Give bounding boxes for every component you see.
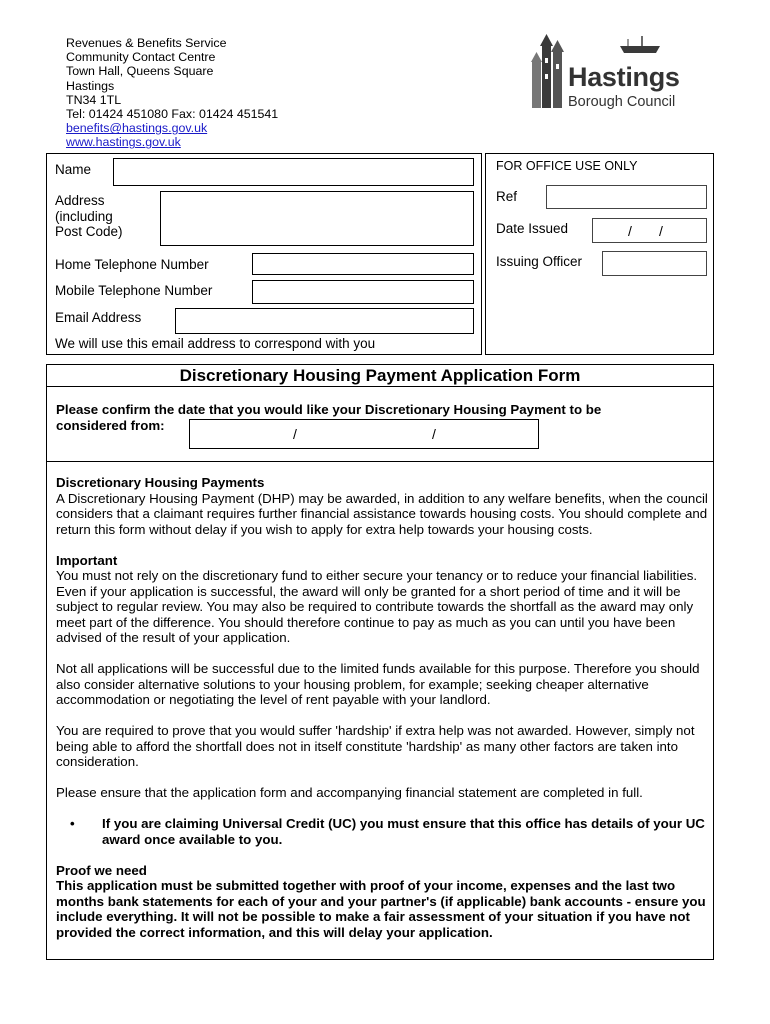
address-label-line: Post Code) — [55, 224, 123, 239]
home-phone-field[interactable] — [252, 253, 474, 275]
email-label: Email Address — [55, 310, 142, 325]
address-line: Hastings — [66, 78, 115, 93]
important-text: You must not rely on the discretionary fund to either secure your tenancy or to reduce your financial liabilities. Even if your application is successful, the award will only be granted for a short period of time and it will be subject to regular review. You may also be required to contribute towards the shortfall as the award may only meet part of the difference. You should therefore continue to pay as much as you can until you have been advised of the result of your application. — [56, 568, 698, 645]
address-label-line: (including — [55, 208, 113, 224]
office-use-heading: FOR OFFICE USE ONLY — [496, 159, 638, 173]
dhp-text: A Discretionary Housing Payment (DHP) may be awarded, in addition to any welfare benefits, when the council considers that a claimant requires further financial assistance towards housing costs. You should complete and return this form without delay if you wish to apply for extra help towards your housing costs. — [56, 490, 708, 537]
universal-credit-bullet — [56, 816, 711, 847]
email-field[interactable] — [175, 308, 474, 334]
applicant-contact-section — [46, 153, 482, 355]
consideration-date-field[interactable] — [189, 419, 539, 449]
date-separator: / — [432, 426, 436, 442]
application-form-section — [46, 364, 714, 960]
dhp-heading: Discretionary Housing Payments — [56, 475, 265, 490]
issuing-officer-field[interactable] — [602, 251, 707, 276]
issuing-officer-label: Issuing Officer — [496, 254, 583, 269]
address-line: Town Hall, Queens Square — [66, 64, 214, 79]
important-heading: Important — [56, 552, 118, 568]
date-separator: / — [293, 426, 297, 442]
hardship-paragraph: You are required to prove that you would suffer 'hardship' if extra help was not awarded. However, simply not being able to afford the shortfall does not in itself constitute 'hardship' as many other factors are taken into consideration. — [56, 723, 695, 769]
consideration-date-section — [47, 387, 713, 462]
office-use-section — [485, 153, 714, 355]
ensure-paragraph: Please ensure that the application form and accompanying financial statement are completed in full. — [56, 785, 643, 800]
name-field[interactable] — [113, 158, 474, 186]
hastings-borough-council-logo — [528, 34, 700, 116]
email-link[interactable]: benefits@hastings.gov.uk — [66, 121, 208, 136]
address-line: Community Contact Centre — [66, 50, 216, 65]
proof-heading: Proof we need — [56, 862, 147, 878]
website-link[interactable]: www.hastings.gov.uk — [66, 135, 181, 150]
logo-wordmark: Hastings — [568, 62, 680, 92]
universal-credit-text: If you are claiming Universal Credit (UC) you must ensure that this office has details of your UC award once available to you. — [102, 816, 705, 847]
date-issued-field[interactable] — [592, 218, 707, 243]
address-label-line: Address — [55, 193, 105, 208]
home-phone-label: Home Telephone Number — [55, 257, 209, 272]
date-separator: / — [659, 223, 663, 239]
mobile-phone-label: Mobile Telephone Number — [55, 283, 213, 298]
guidance-notes — [56, 475, 711, 956]
date-separator: / — [628, 223, 632, 239]
ref-field[interactable] — [546, 185, 707, 209]
logo-subtitle: Borough Council — [568, 94, 676, 110]
proof-text: This application must be submitted together with proof of your income, expenses and the last two months bank statements for each of your and your partner's (if applicable) bank accounts - ensure you include everything. It will not be possible to make a fair assessment of your situation if you have not provided the correct information, and this will delay your application. — [56, 878, 706, 940]
address-field[interactable] — [160, 191, 474, 246]
dhp-paragraph — [56, 475, 711, 537]
date-issued-label: Date Issued — [496, 221, 569, 236]
important-paragraph — [56, 553, 711, 646]
address-line: TN34 1TL — [66, 92, 122, 107]
phone-fax-line: Tel: 01424 451080 Fax: 01424 451541 — [66, 107, 279, 122]
bullet-icon: • — [70, 816, 75, 831]
proof-paragraph — [56, 863, 711, 941]
funds-paragraph: Not all applications will be successful due to the limited funds available for this purpose. Therefore you should also consider alternative solutions to your housing problem, for example; seeking cheaper alternative accommodation or negotiating the level of rent payable with your landlord. — [56, 661, 700, 707]
consideration-date-question: Please confirm the date that you would like your Discretionary Housing Payment to be considered from: — [56, 402, 602, 433]
name-label: Name — [55, 162, 92, 177]
council-address — [66, 36, 278, 150]
ref-label: Ref — [496, 189, 518, 204]
form-title: Discretionary Housing Payment Application Form — [47, 365, 713, 387]
address-label — [55, 193, 123, 240]
mobile-phone-field[interactable] — [252, 280, 474, 304]
email-note: We will use this email address to correspond with you — [55, 336, 376, 351]
address-line: Revenues & Benefits Service — [66, 36, 227, 50]
